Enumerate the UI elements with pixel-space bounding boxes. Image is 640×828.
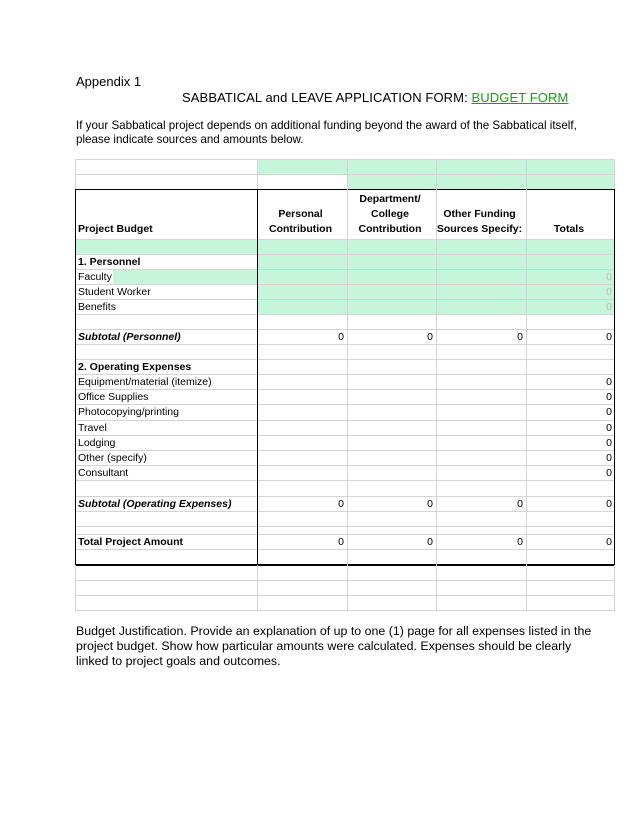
empty-cell[interactable] <box>257 174 347 189</box>
subtotal-value: 0 <box>606 497 612 510</box>
total-value: 0 <box>526 284 615 299</box>
subtotal-value: 0 <box>606 330 612 343</box>
budget-table <box>75 159 615 611</box>
form-title-main: SABBATICAL and LEAVE APPLICATION FORM: <box>182 90 472 105</box>
total-value: 0 <box>606 375 612 388</box>
gridline <box>75 329 615 330</box>
subtotal-value: 0 <box>338 330 344 343</box>
gridline <box>75 595 615 596</box>
header-other-funding: Other Funding Sources Specify: <box>436 208 523 235</box>
total-value: 0 <box>606 451 612 464</box>
table-row <box>75 174 615 189</box>
table-row <box>75 465 615 480</box>
empty-cell[interactable] <box>257 254 347 269</box>
empty-cell[interactable] <box>526 254 615 269</box>
gridline <box>347 159 348 610</box>
gridline <box>75 269 615 270</box>
subtotal-value: 0 <box>427 497 433 510</box>
table-row <box>75 526 615 534</box>
row-label-lodging: Lodging <box>78 436 116 449</box>
department-input[interactable] <box>347 299 436 314</box>
total-value: 0 <box>606 390 612 403</box>
personal-input[interactable] <box>257 299 347 314</box>
gridline <box>75 404 615 405</box>
gridline <box>75 159 615 160</box>
empty-cell[interactable] <box>75 174 257 189</box>
total-value: 0 <box>606 405 612 418</box>
table-row <box>75 269 615 284</box>
other-input[interactable] <box>436 284 526 299</box>
total-row <box>75 534 615 549</box>
total-value: 0 <box>606 466 612 479</box>
gridline <box>75 420 615 421</box>
operating-heading: 2. Operating Expenses <box>78 360 192 373</box>
gridline <box>75 254 615 255</box>
total-value: 0 <box>526 299 615 314</box>
total-value: 0 <box>606 436 612 449</box>
table-row <box>75 374 615 389</box>
gridline <box>526 159 527 610</box>
subtotal-row <box>75 329 615 344</box>
table-row <box>75 404 615 419</box>
empty-cell[interactable] <box>347 159 436 174</box>
table-row <box>75 450 615 465</box>
row-label-other: Other (specify) <box>78 451 147 464</box>
empty-cell[interactable] <box>526 239 615 254</box>
gridline <box>75 374 615 375</box>
empty-cell[interactable] <box>436 239 526 254</box>
total-value: 0 <box>517 535 523 548</box>
gridline <box>75 239 615 240</box>
form-title <box>182 90 568 105</box>
gridline <box>614 189 615 565</box>
empty-cell[interactable] <box>347 254 436 269</box>
header-totals: Totals <box>553 223 585 235</box>
subtotal-operating-label: Subtotal (Operating Expenses) <box>78 497 232 510</box>
table-row <box>75 299 615 314</box>
table-row <box>75 344 615 359</box>
empty-cell[interactable] <box>436 254 526 269</box>
total-value: 0 <box>526 269 615 284</box>
gridline <box>75 389 615 390</box>
subtotal-value: 0 <box>338 497 344 510</box>
appendix-label: Appendix 1 <box>76 74 142 89</box>
subtotal-value: 0 <box>517 330 523 343</box>
gridline <box>75 610 615 611</box>
total-value: 0 <box>427 535 433 548</box>
empty-cell[interactable] <box>257 159 347 174</box>
total-project-amount-label: Total Project Amount <box>78 535 183 548</box>
other-input[interactable] <box>436 299 526 314</box>
row-label-travel: Travel <box>78 421 107 434</box>
gridline <box>75 435 615 436</box>
table-row <box>75 389 615 404</box>
personal-input[interactable] <box>257 284 347 299</box>
gridline <box>75 564 615 566</box>
empty-cell[interactable] <box>75 159 257 174</box>
table-row <box>75 480 615 495</box>
row-label-equipment: Equipment/material (itemize) <box>78 375 212 388</box>
table-row <box>75 284 615 299</box>
table-row <box>75 511 615 526</box>
gridline <box>75 189 615 190</box>
personal-input[interactable] <box>257 269 347 284</box>
header-project-budget: Project Budget <box>78 223 153 235</box>
gridline <box>75 314 615 315</box>
gridline <box>75 465 615 466</box>
gridline <box>436 159 437 610</box>
empty-cell[interactable] <box>257 239 347 254</box>
header-department-contribution: Department/ College Contribution <box>358 193 422 235</box>
budget-justification: Budget Justification. Provide an explanation of up to one (1) page for all expenses listed in the project budget. Show how particular amounts were calculated. Expenses should be clearly linked to project goals and outcomes. <box>76 624 592 668</box>
gridline <box>75 526 615 527</box>
budget-form-link[interactable]: BUDGET FORM <box>471 90 569 105</box>
row-label-consultant: Consultant <box>78 466 129 479</box>
empty-cell[interactable] <box>436 159 526 174</box>
section-heading-row <box>75 254 615 269</box>
empty-cell[interactable] <box>75 239 257 254</box>
row-label-faculty: Faculty <box>75 269 257 284</box>
department-input[interactable] <box>347 269 436 284</box>
intro-paragraph: If your Sabbatical project depends on additional funding beyond the award of the Sabbatical itself, please indicate sources and amounts below. <box>76 119 577 146</box>
total-value: 0 <box>606 421 612 434</box>
gridline <box>75 496 615 497</box>
table-row <box>75 159 615 174</box>
gridline <box>75 344 615 345</box>
header-personal-contribution: Personal Contribution <box>269 208 332 235</box>
table-header-row <box>75 190 615 239</box>
row-label-benefits: Benefits <box>78 300 116 313</box>
row-label-student-worker: Student Worker <box>78 285 151 298</box>
other-input[interactable] <box>436 269 526 284</box>
empty-cell[interactable] <box>526 159 615 174</box>
empty-cell[interactable] <box>347 174 436 189</box>
total-value: 0 <box>606 535 612 548</box>
personnel-heading: 1. Personnel <box>78 255 141 268</box>
gridline <box>75 534 615 535</box>
gridline <box>257 189 258 565</box>
table-row <box>75 435 615 450</box>
table-row <box>75 239 615 254</box>
empty-cell[interactable] <box>347 239 436 254</box>
gridline <box>75 511 615 512</box>
total-value: 0 <box>338 535 344 548</box>
gridline <box>75 480 615 481</box>
gridline <box>75 549 615 550</box>
row-label-photocopying: Photocopying/printing <box>78 405 179 418</box>
gridline <box>75 189 76 565</box>
empty-cell[interactable] <box>436 174 526 189</box>
gridline <box>75 284 615 285</box>
subtotal-personnel-label: Subtotal (Personnel) <box>78 330 181 343</box>
gridline <box>75 174 615 175</box>
table-row <box>75 314 615 329</box>
section-heading-row <box>75 359 615 374</box>
department-input[interactable] <box>347 284 436 299</box>
empty-cell[interactable] <box>526 174 615 189</box>
subtotal-row <box>75 496 615 511</box>
subtotal-value: 0 <box>517 497 523 510</box>
table-row <box>75 420 615 435</box>
gridline <box>75 450 615 451</box>
gridline <box>75 359 615 360</box>
row-label-office-supplies: Office Supplies <box>78 390 149 403</box>
gridline <box>75 580 615 581</box>
subtotal-value: 0 <box>427 330 433 343</box>
gridline <box>75 299 615 300</box>
